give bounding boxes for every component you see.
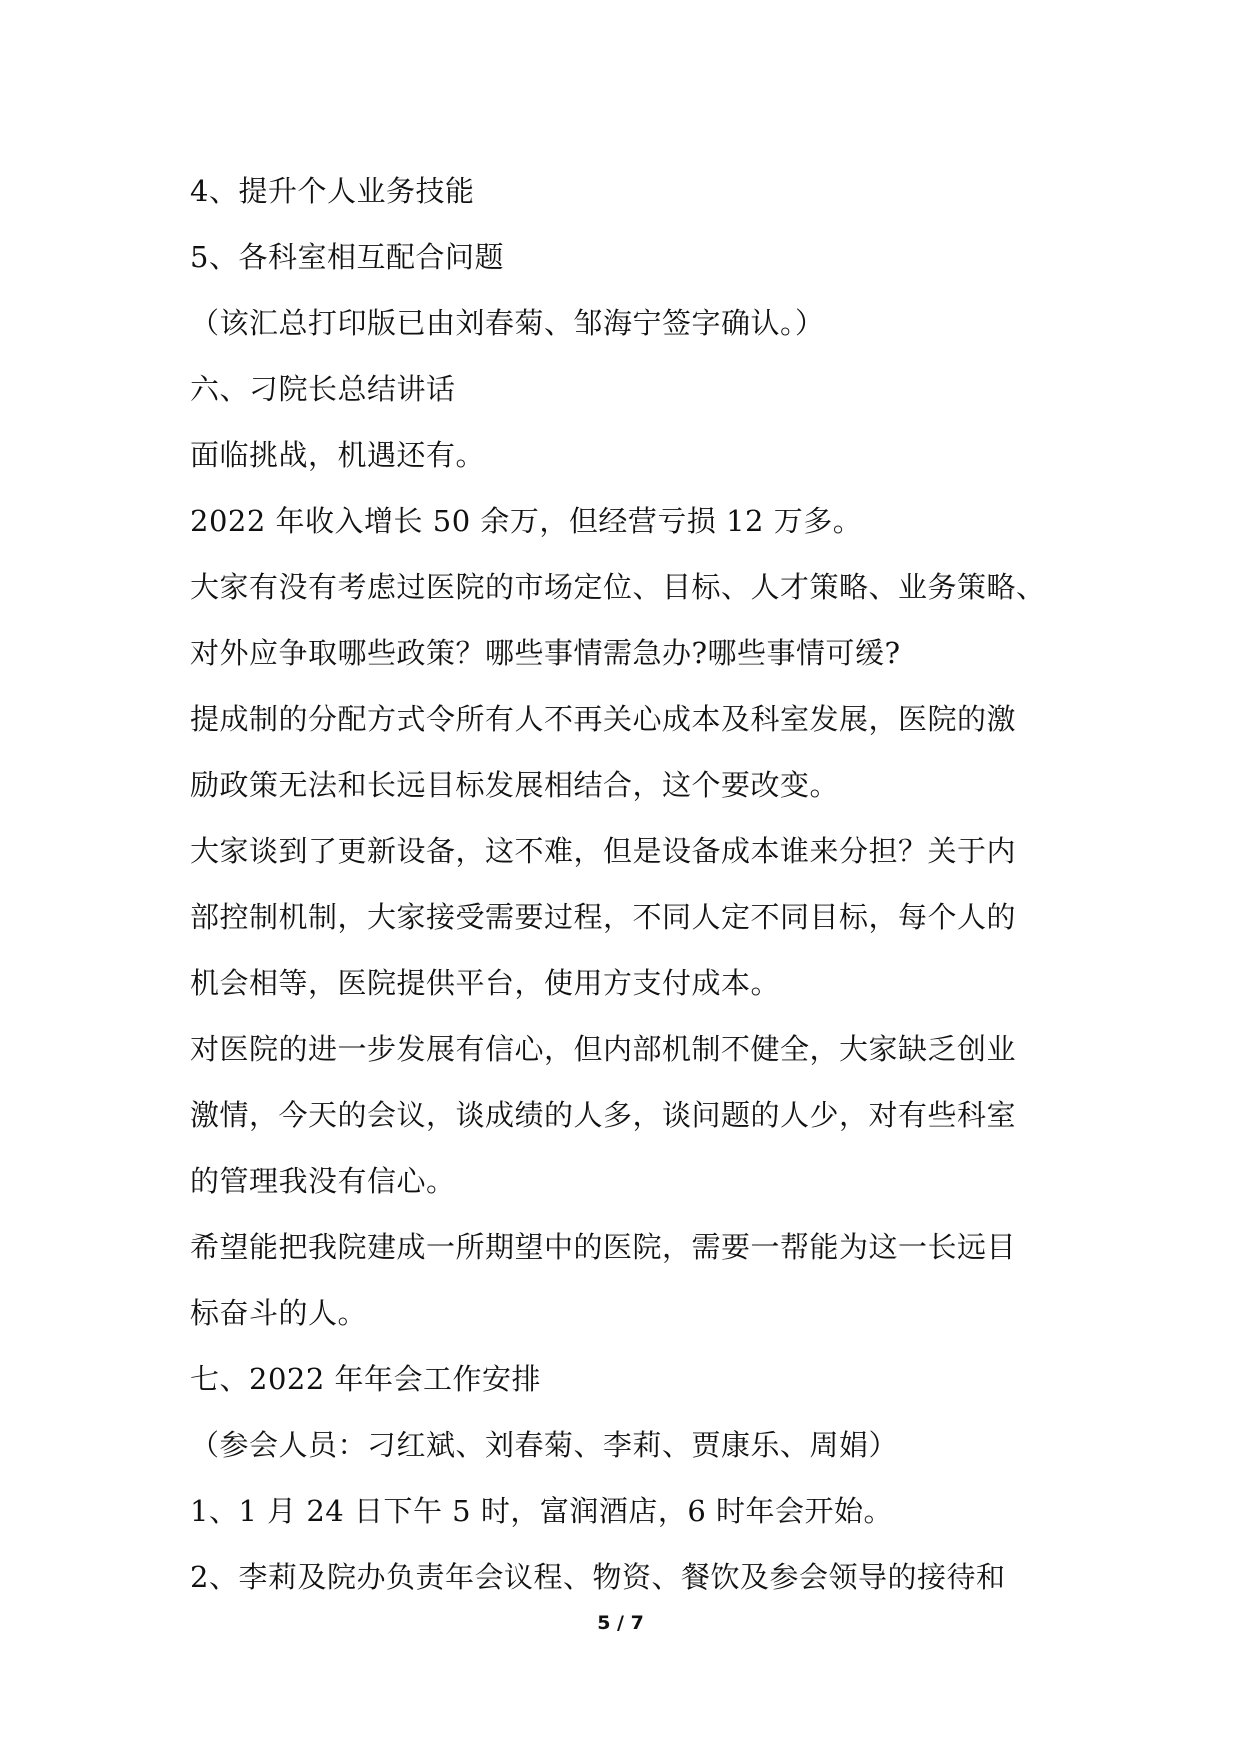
section-heading: 七、2022 年年会工作安排 (190, 1362, 542, 1396)
text-line: 标奋斗的人。 (190, 1296, 368, 1330)
text-line: 2022 年收入增长 50 余万，但经营亏损 12 万多。 (190, 504, 863, 538)
text-line: （该汇总打印版已由刘春菊、邹海宁签字确认。） (190, 306, 825, 340)
text-line: 励政策无法和长远目标发展相结合，这个要改变。 (190, 768, 840, 802)
text-line: 大家有没有考虑过医院的市场定位、目标、人才策略、业务策略、 (190, 570, 1046, 604)
text-line: 希望能把我院建成一所期望中的医院，需要一帮能为这一长远目 (190, 1230, 1017, 1264)
text-line: 机会相等，医院提供平台，使用方支付成本。 (190, 966, 781, 1000)
text-line: 5、各科室相互配合问题 (190, 240, 504, 274)
text-line: 1、1 月 24 日下午 5 时，富润酒店，6 时年会开始。 (190, 1494, 894, 1528)
text-line: 对医院的进一步发展有信心，但内部机制不健全，大家缺乏创业 (190, 1032, 1017, 1066)
text-line: 的管理我没有信心。 (190, 1164, 456, 1198)
section-heading: 六、刁院长总结讲话 (190, 372, 456, 406)
text-line: （参会人员：刁红斌、刘春菊、李莉、贾康乐、周娟） (190, 1428, 899, 1462)
text-line: 对外应争取哪些政策？哪些事情需急办?哪些事情可缓? (190, 636, 901, 670)
text-line: 2、李莉及院办负责年会议程、物资、餐饮及参会领导的接待和 (190, 1560, 1006, 1594)
document-body (190, 158, 1060, 1610)
text-line: 面临挑战，机遇还有。 (190, 438, 486, 472)
text-line: 大家谈到了更新设备，这不难，但是设备成本谁来分担？关于内 (190, 834, 1017, 868)
text-line: 4、提升个人业务技能 (190, 174, 475, 208)
text-line: 部控制机制，大家接受需要过程，不同人定不同目标，每个人的 (190, 900, 1017, 934)
text-line: 提成制的分配方式令所有人不再关心成本及科室发展，医院的激 (190, 702, 1017, 736)
text-line: 激情，今天的会议，谈成绩的人多，谈问题的人少，对有些科室 (190, 1098, 1017, 1132)
page-number: 5 / 7 (597, 1612, 644, 1634)
